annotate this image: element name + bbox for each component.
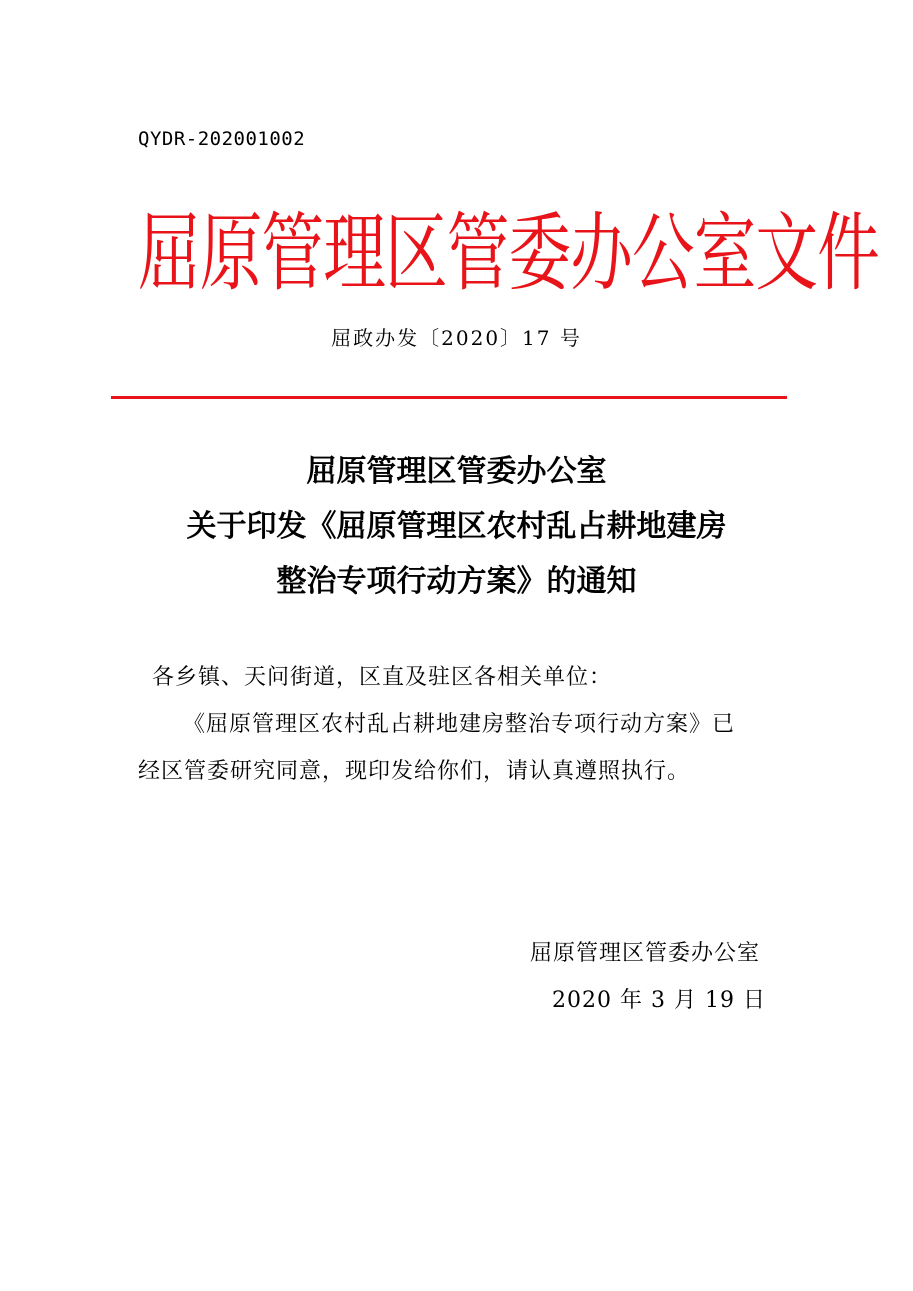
salutation: 各乡镇、天问街道，区直及驻区各相关单位：	[152, 665, 613, 690]
signature-organization: 屈原管理区管委办公室	[530, 941, 761, 966]
body-paragraph-line-1: 《屈原管理区农村乱占耕地建房整治专项行动方案》已	[183, 712, 736, 737]
notice-title-line-1: 屈原管理区管委办公室	[306, 454, 607, 489]
document-number: 屈政办发〔2020〕17 号	[331, 326, 582, 350]
masthead-title: 屈原管理区管委办公室文件	[138, 205, 879, 304]
red-divider-line	[111, 396, 787, 399]
notice-title-line-2: 关于印发《屈原管理区农村乱占耕地建房	[186, 509, 727, 544]
notice-title-line-3: 整治专项行动方案》的通知	[276, 564, 637, 599]
body-paragraph-line-2: 经区管委研究同意，现印发给你们，请认真遵照执行。	[138, 759, 691, 784]
signature-date: 2020 年 3 月 19 日	[552, 988, 766, 1013]
document-code: QYDR-202001002	[138, 128, 306, 150]
